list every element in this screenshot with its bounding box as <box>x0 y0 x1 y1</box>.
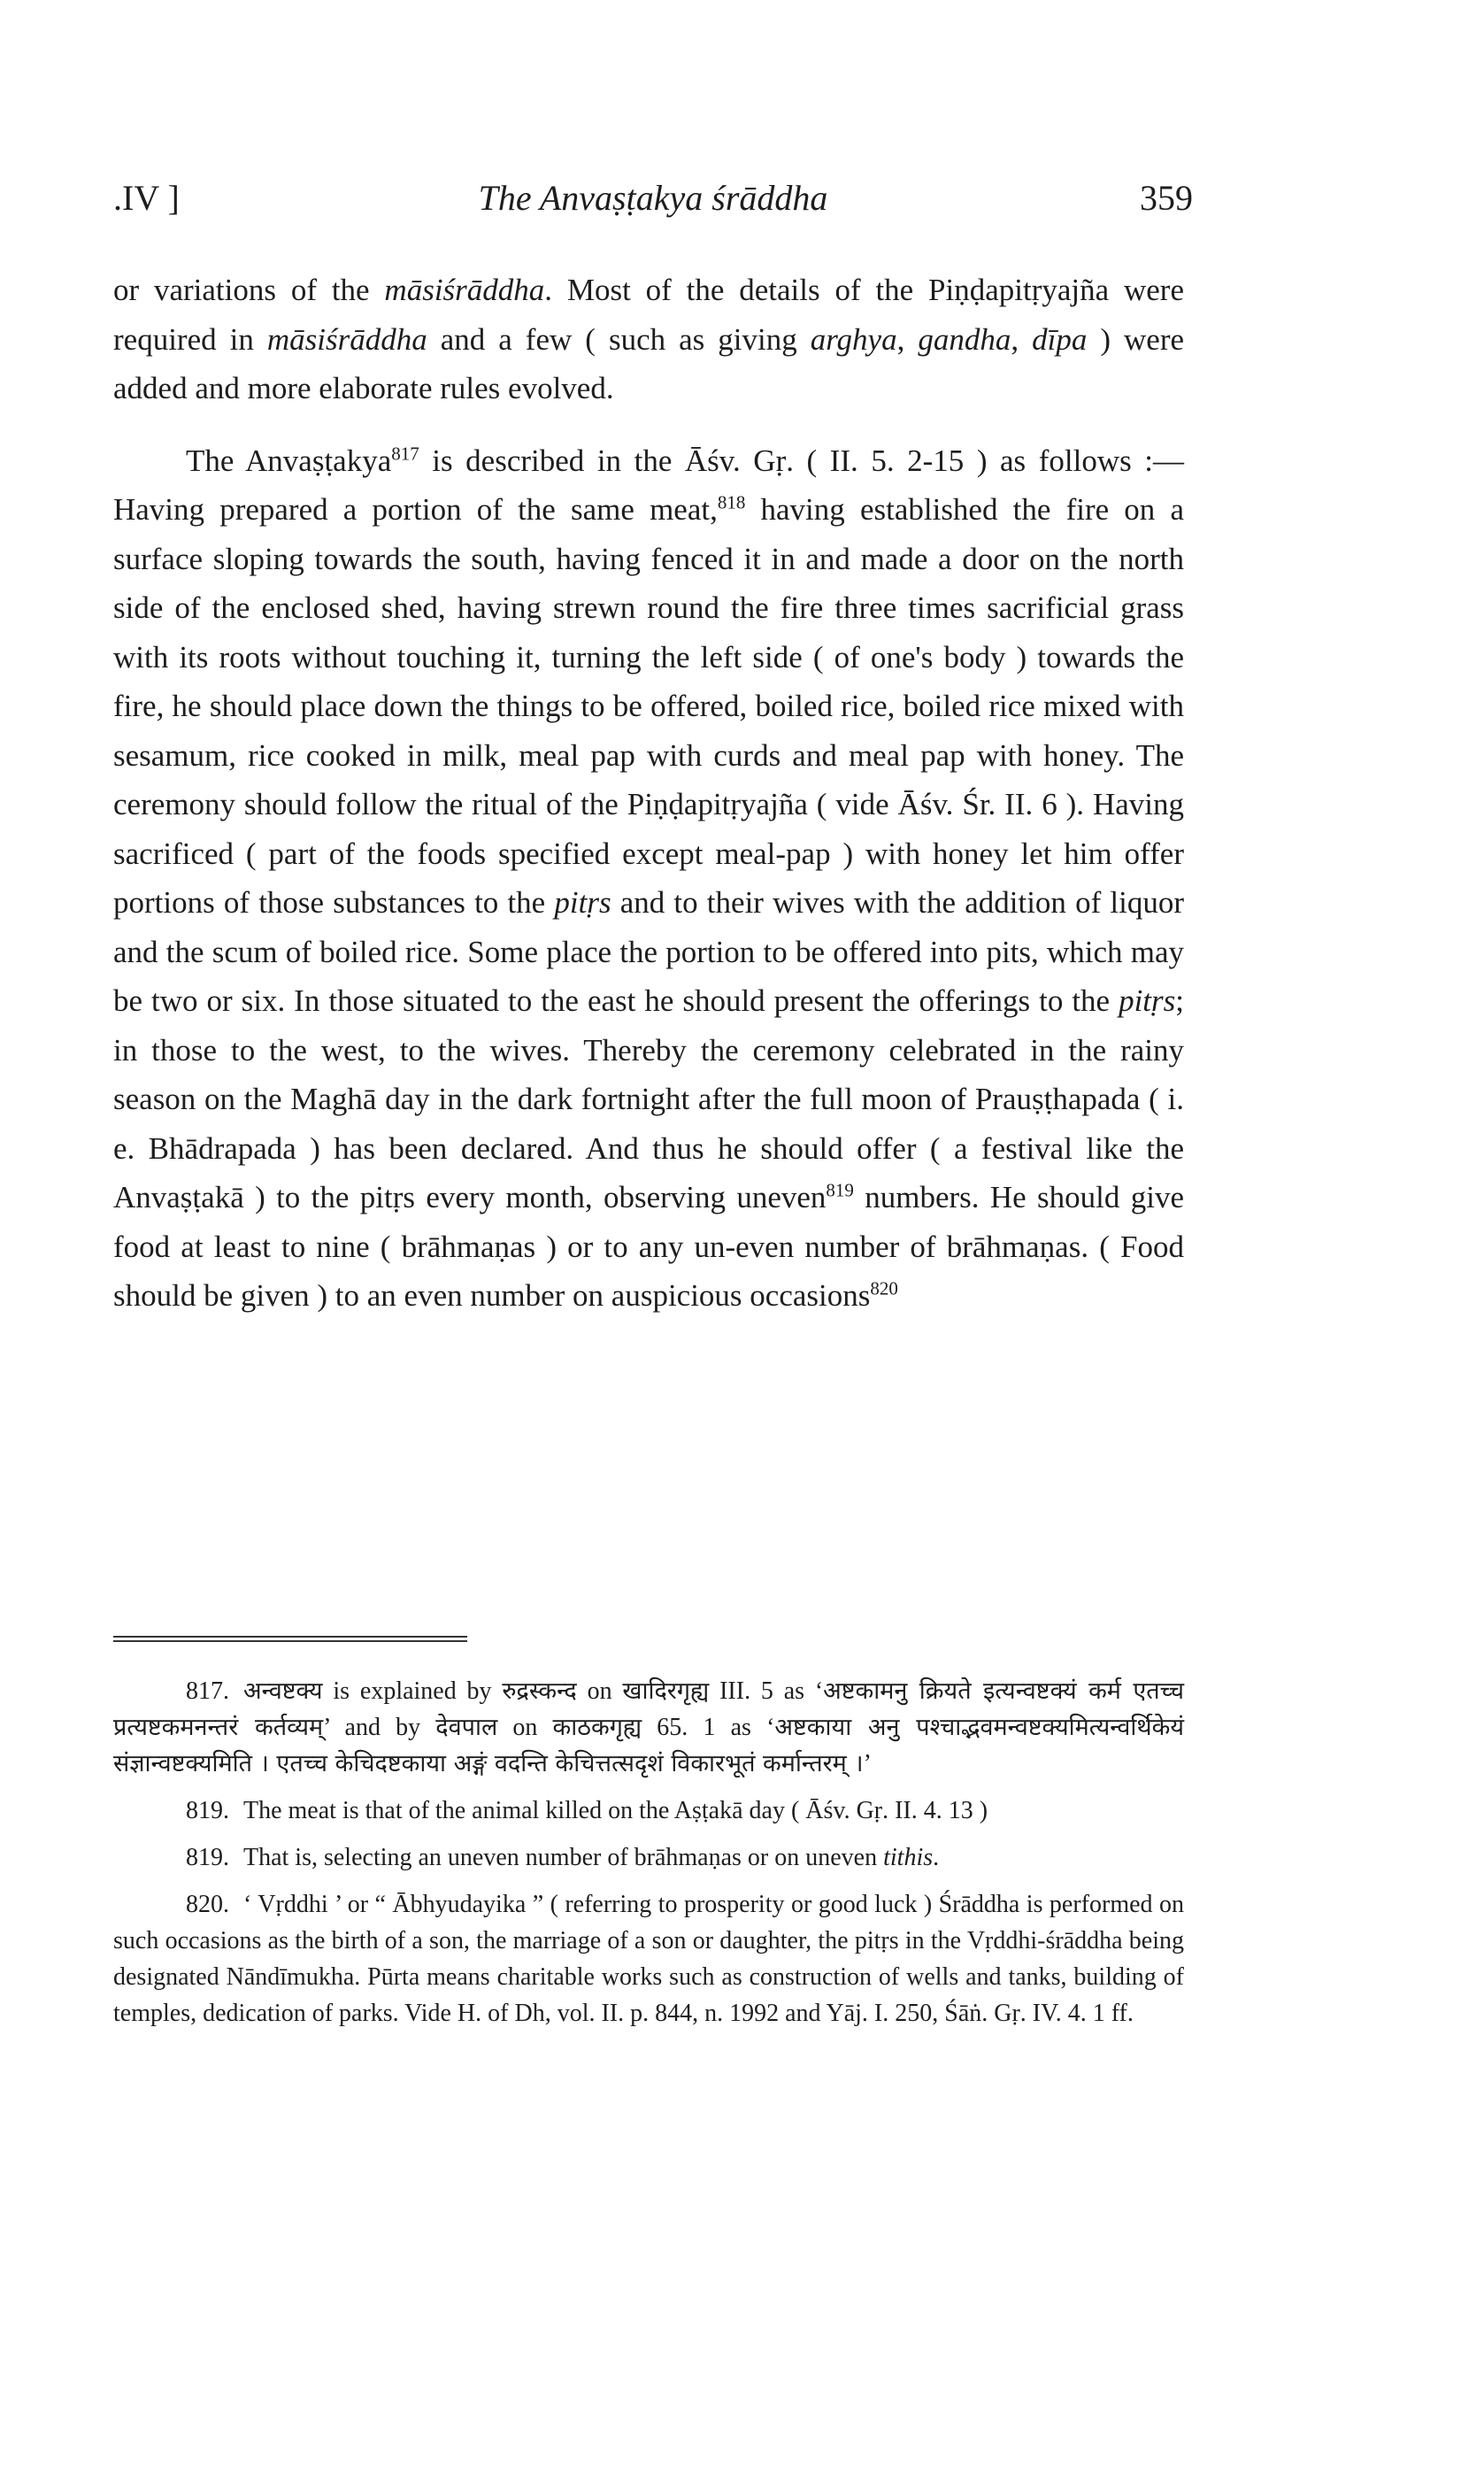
paragraph-2 <box>113 436 1184 1321</box>
footnote-reference: 818 <box>717 491 746 513</box>
text-run: 65. 1 as ‘ <box>642 1714 775 1741</box>
text-run: , <box>1011 321 1033 357</box>
footnote-reference: 819 <box>826 1179 854 1201</box>
text-run: रुद्रस्कन्द <box>502 1677 577 1705</box>
text-run: काठकगृह्य <box>552 1714 642 1741</box>
footnote-divider <box>113 1636 467 1638</box>
text-run: is explained by <box>322 1677 503 1705</box>
footnote-number: 819. <box>186 1844 229 1871</box>
text-run: on <box>576 1677 623 1705</box>
footnote-number: 817. <box>186 1677 229 1705</box>
italic-term: arghya <box>810 321 897 357</box>
footnote-reference: 820 <box>870 1277 898 1299</box>
text-run: . Most of the details of the Piṇḍapitṛyajña were required in <box>113 273 1184 357</box>
text-run: The meat is that of the animal killed on the Aṣṭakā day ( Āśv. Gṛ. II. 4. 13 ) <box>243 1797 988 1824</box>
text-run: That is, selecting an uneven number of brāhmaṇas or on uneven <box>243 1844 884 1871</box>
text-run: ; in those to the west, to the wives. Thereby the ceremony celebrated in the rainy season on the Maghā day in the dark fortnight after the full moon of Prauṣṭhapada ( i. e. Bhādrapada ) has been declared. And thus he should offer ( a festival like the Anvaṣṭakā ) to the pitṛs every month, observing uneven <box>113 983 1184 1214</box>
footnotes <box>113 1673 1184 2042</box>
text-run: III. 5 as ‘ <box>709 1677 824 1705</box>
page-title: The Anvaṣṭakya śrāddha <box>478 178 828 218</box>
text-run: and a few ( such as giving <box>427 321 811 357</box>
text-run: numbers. He should give food at least to nine ( brāhmaṇas ) or to any un-even number of brāhmaṇas. ( Food should be given ) to an even number on auspicious occasions <box>113 1180 1184 1313</box>
footnote <box>113 1792 1184 1829</box>
italic-term: māsiśrāddha <box>384 273 545 307</box>
footnote-reference: 817 <box>391 442 419 464</box>
footnote-number: 820. <box>186 1891 229 1918</box>
italic-term: pitṛs <box>1119 983 1176 1018</box>
text-run: is described in the Āśv. Gṛ. ( II. 5. 2-15 ) as follows :— Having prepared a portion of the same meat, <box>113 443 1184 527</box>
text-run: and to their wives with the addition of liquor and the scum of boiled rice. Some place the portion to be offered into pits, which may be two or six. In those situated to the east he should present the offerings to the <box>113 885 1184 1018</box>
italic-term: pitṛs <box>554 885 611 920</box>
text-run: ‘ Vṛddhi ’ or “ Ābhyudayika ” ( referring to prosperity or good luck ) Śrāddha is performed on such occasions as the birth of a son, the marriage of a son or daughter, the pitṛs in the Vṛddhi-śrāddha being designated Nāndīmukha. Pūrta means charitable works such as construction of wells and tanks, building of temples, dedication of parks. Vide H. of Dh, vol. II. p. 844, n. 1992 and Yāj. I. 250, Śāṅ. Gṛ. IV. 4. 1 ff. <box>113 1891 1184 2027</box>
chapter-marker: .IV ] <box>113 178 180 218</box>
text-run: ) were added and more elaborate rules evolved. <box>113 321 1185 405</box>
running-head <box>113 177 1193 230</box>
text-run: on <box>497 1714 553 1741</box>
text-run: The Anvaṣṭakya <box>186 443 392 478</box>
text-run: अष्टकामनु क्रियते इत्यन्वष्टक्यं कर्म एतच्च प्रत्यष्टकमनन्तरं कर्तव्यम् <box>113 1677 1184 1741</box>
text-run: अन्वष्टक्य <box>243 1677 323 1705</box>
italic-term: tithis <box>883 1844 934 1871</box>
text-run: or variations of the <box>113 273 385 307</box>
text-run: ’ and by <box>323 1714 436 1741</box>
text-run: , <box>896 321 919 357</box>
main-text <box>113 266 1184 1321</box>
italic-term: gandha <box>918 321 1011 357</box>
page-number: 359 <box>1140 178 1193 218</box>
italic-term: dīpa <box>1032 321 1088 357</box>
footnote-divider-second <box>113 1640 467 1642</box>
footnote-number: 819. <box>186 1797 229 1824</box>
footnote <box>113 1673 1184 1782</box>
text-run: . <box>933 1844 940 1871</box>
footnote <box>113 1839 1184 1876</box>
italic-term: māsiśrāddha <box>266 321 427 357</box>
text-run: having established the fire on a surface sloping towards the south, having fenced it in and made a door on the north side of the enclosed shed, having strewn round the fire three times sacrificial grass with its roots without touching it, turning the left side ( of one's body ) towards the fire, he should place down the things to be offered, boiled rice, boiled rice mixed with sesamum, rice cooked in milk, meal pap with curds and meal pap with honey. The ceremony should follow the ritual of the Piṇḍapitṛyajña ( vide Āśv. Śr. II. 6 ). Having sacrificed ( part of the foods specified except meal-pap ) with honey let him offer portions of those substances to the <box>113 492 1185 920</box>
text-run: देवपाल <box>435 1714 498 1741</box>
footnote <box>113 1886 1184 2031</box>
text-run: खादिरगृह्य <box>622 1677 710 1705</box>
text-run: अष्टकाया अनु पश्चाद्भवमन्वष्टक्यमित्यन्वर्थिकेयं संज्ञान्वष्टक्यमिति । एतच्च केचिदष्टकाया अङ्गं वदन्ति केचित्तत्सदृशं विकारभूतं कर्मान्तरम् । <box>113 1714 1184 1777</box>
paragraph-1 <box>113 266 1184 413</box>
text-run: ’ <box>863 1750 872 1777</box>
